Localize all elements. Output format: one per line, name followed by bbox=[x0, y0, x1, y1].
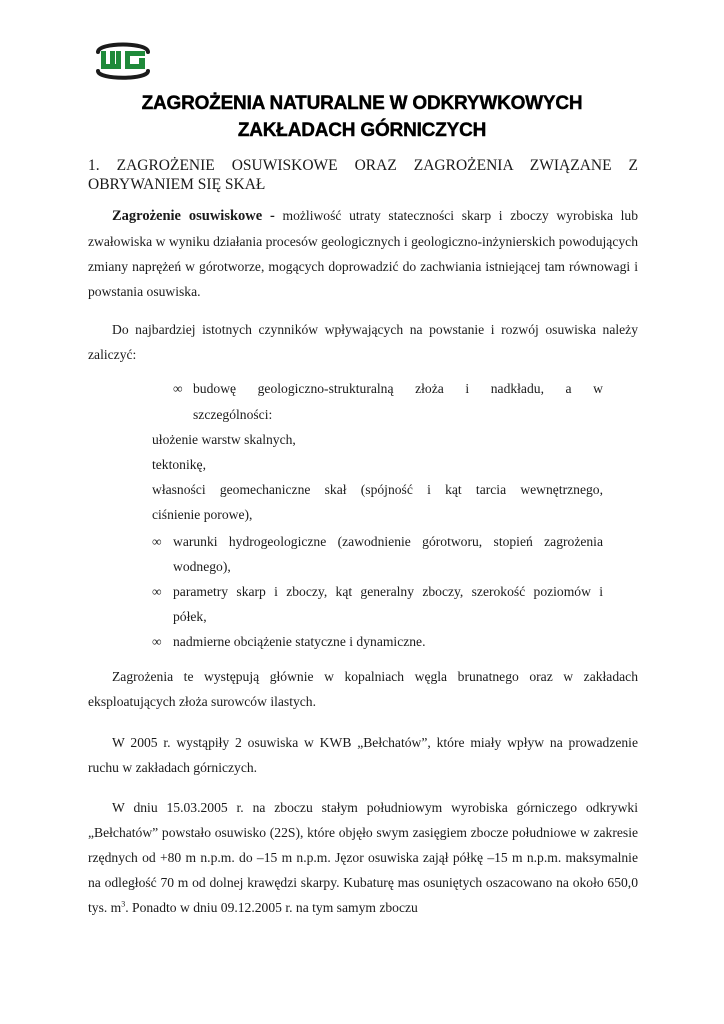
definition-term: Zagrożenie osuwiskowe - bbox=[112, 208, 275, 224]
factor-item bbox=[152, 579, 603, 629]
factor-item bbox=[152, 629, 603, 654]
section-heading bbox=[88, 156, 638, 194]
factors-intro-paragraph bbox=[88, 317, 638, 367]
section-heading-line1: 1. ZAGROŻENIE OSUWISKOWE ORAZ ZAGROŻENIA ZWIĄZANE Z bbox=[88, 157, 638, 174]
event-text-part1: W dniu 15.03.2005 r. na zboczu stałym południowym wyrobiska górniczego odkrywki „Bełchatów” powstało osuwisko (22S), które objęło swym zasięgiem zbocze południowe w zakresie rzędnych od +80 m n.p.m. do –15 m n.p.m. Jęzor osuwiska zajął półkę –15 m n.p.m. maksymalnie na odległość 70 m od dolnej krawędzi skarpy. Kubaturę mas osuniętych oszacowano na około 650,0 tys. m bbox=[88, 800, 638, 915]
wug-logo-graphic bbox=[94, 38, 152, 82]
infinity-bullet-icon: ∞ bbox=[152, 534, 162, 549]
sub-factor-item: tektonikę, bbox=[152, 457, 206, 472]
sub-factor-item: ułożenie warstw skalnych, bbox=[152, 432, 296, 447]
document-title-line1: ZAGROŻENIA NATURALNE W ODKRYWKOWYCH bbox=[141, 93, 583, 114]
occurrence-text: Zagrożenia te występują głównie w kopalniach węgla brunatnego oraz w zakładach eksploatujących złoża surowców ilastych. bbox=[88, 669, 638, 709]
wug-logo bbox=[94, 38, 152, 82]
document-title-line2: ZAKŁADACH GÓRNICZYCH bbox=[237, 120, 487, 141]
factor-item-line1: warunki hydrogeologiczne (zawodnienie górotworu, stopień zagrożenia bbox=[173, 534, 603, 549]
factors-intro-text: Do najbardziej istotnych czynników wpływających na powstanie i rozwój osuwiska należy zaliczyć: bbox=[88, 322, 638, 362]
definition-text: możliwość utraty stateczności skarp i zboczy wyrobiska lub zwałowiska w wyniku działania procesów geologicznych i geologiczno-inżynierskich powodujących zmiany naprężeń w górotworze, mogących doprowadzić do zachwiania istniejącej tam równowagi i powstania osuwiska. bbox=[88, 208, 638, 299]
factor-main-item bbox=[173, 376, 603, 428]
factor-main-line2: szczególności: bbox=[193, 407, 273, 422]
factor-item-line2: półek, bbox=[173, 609, 207, 624]
infinity-bullet-icon: ∞ bbox=[152, 634, 162, 649]
year-2005-paragraph bbox=[88, 730, 638, 780]
infinity-bullet-icon: ∞ bbox=[173, 381, 183, 396]
document-title bbox=[80, 90, 644, 144]
occurrence-paragraph bbox=[88, 664, 638, 714]
sub-factor-list bbox=[152, 427, 603, 527]
factor-main-line1: budowę geologiczno-strukturalną złoża i nadkładu, a w bbox=[193, 381, 603, 396]
year-2005-text: W 2005 r. wystąpiły 2 osuwiska w KWB „Bełchatów”, które miały wpływ na prowadzenie ruchu w zakładach górniczych. bbox=[88, 735, 638, 775]
factor-item-line1: nadmierne obciążenie statyczne i dynamiczne. bbox=[173, 634, 426, 649]
factor-item bbox=[152, 529, 603, 579]
sub-factor-item: własności geomechaniczne skał (spójność i kąt tarcia wewnętrznego, bbox=[152, 482, 603, 497]
factor-list bbox=[152, 529, 603, 654]
infinity-bullet-icon: ∞ bbox=[152, 584, 162, 599]
event-text-part2: . Ponadto w dniu 09.12.2005 r. na tym samym zboczu bbox=[125, 900, 418, 915]
factor-item-line2: wodnego), bbox=[173, 559, 231, 574]
sub-factor-item: ciśnienie porowe), bbox=[152, 507, 253, 522]
definition-paragraph bbox=[88, 203, 638, 304]
event-paragraph bbox=[88, 795, 638, 920]
cubic-superscript: 3 bbox=[121, 899, 126, 909]
section-heading-line2: OBRYWANIEM SIĘ SKAŁ bbox=[88, 176, 266, 193]
factor-item-line1: parametry skarp i zboczy, kąt generalny zboczy, szerokość poziomów i bbox=[173, 584, 603, 599]
